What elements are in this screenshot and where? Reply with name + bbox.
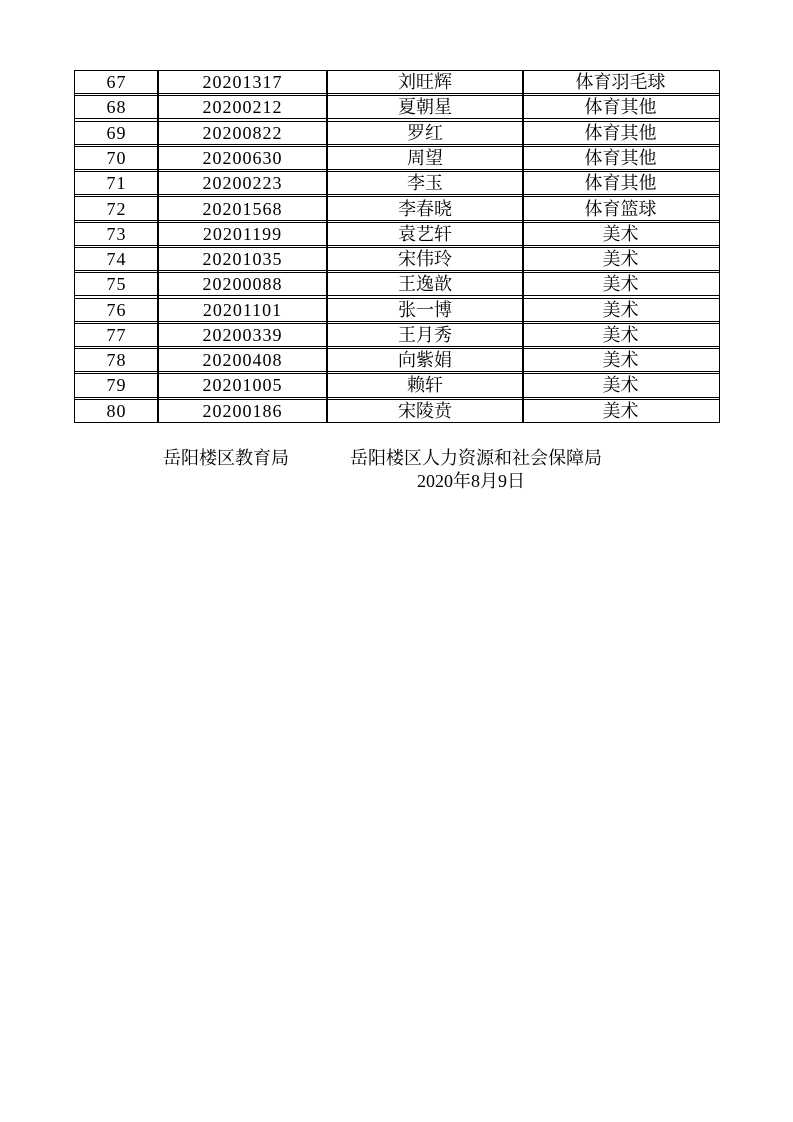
cell-subject: 体育其他 [584,122,657,143]
column-divider-2 [326,70,327,423]
cell-subject: 美术 [602,400,639,421]
cell-row-number: 77 [106,324,127,345]
cell-row-number: 68 [106,97,127,118]
cell-subject: 体育其他 [584,173,657,194]
cell-row-number: 67 [106,72,127,93]
cell-row-number: 72 [106,198,127,219]
cell-exam-id: 20200186 [202,400,283,421]
cell-subject: 美术 [602,249,639,270]
cell-exam-id: 20200088 [202,274,283,295]
cell-subject: 美术 [602,299,639,320]
cell-name: 刘旺辉 [398,72,452,93]
cell-subject: 美术 [602,223,639,244]
cell-name: 张一博 [398,299,452,320]
table-body [75,70,719,423]
table-row [75,121,719,145]
cell-subject: 美术 [602,375,639,396]
cell-name: 宋伟玲 [398,249,452,270]
table-row [75,272,719,296]
cell-subject: 美术 [602,350,639,371]
cell-subject: 体育羽毛球 [575,72,666,93]
cell-row-number: 74 [106,249,127,270]
cell-name: 周望 [407,147,443,168]
cell-name: 赖轩 [407,375,443,396]
cell-name: 王月秀 [398,324,452,345]
cell-name: 王逸歆 [398,274,452,295]
table-row [75,399,719,423]
table-row [75,348,719,372]
cell-row-number: 76 [106,299,127,320]
cell-exam-id: 20200630 [202,147,283,168]
cell-row-number: 75 [106,274,127,295]
cell-row-number: 73 [106,223,127,244]
cell-name: 罗红 [407,122,443,143]
cell-name: 李玉 [407,173,443,194]
cell-exam-id: 20200223 [202,173,283,194]
cell-exam-id: 20201035 [202,249,283,270]
cell-row-number: 78 [106,350,127,371]
table-row [75,171,719,195]
table-row [75,247,719,271]
cell-row-number: 69 [106,122,127,143]
cell-exam-id: 20200339 [202,324,283,345]
cell-subject: 体育其他 [584,147,657,168]
cell-exam-id: 20201101 [202,299,283,320]
table-row [75,298,719,322]
cell-name: 夏朝星 [398,97,452,118]
cell-row-number: 70 [106,147,127,168]
table-row [75,146,719,170]
table-row [75,323,719,347]
column-divider-3 [522,70,523,423]
table-row [75,196,719,220]
left-org-name: 岳阳楼区教育局 [163,448,289,468]
column-divider-1 [157,70,158,423]
cell-subject: 美术 [602,324,639,345]
table-row [75,373,719,397]
cell-exam-id: 20200408 [202,350,283,371]
table-row [75,70,719,94]
candidates-table [74,70,720,423]
cell-exam-id: 20201568 [202,198,283,219]
cell-name: 宋陵贲 [398,400,452,421]
cell-exam-id: 20201199 [202,223,283,244]
cell-exam-id: 20201005 [202,375,283,396]
cell-row-number: 71 [106,173,127,194]
table-row [75,95,719,119]
cell-name: 李春晓 [398,198,452,219]
document-date: 2020年8月9日 [417,471,525,491]
cell-row-number: 79 [106,375,127,396]
right-org-name: 岳阳楼区人力资源和社会保障局 [350,448,602,468]
cell-name: 袁艺轩 [398,223,452,244]
cell-exam-id: 20200212 [202,97,283,118]
cell-subject: 体育其他 [584,97,657,118]
cell-name: 向紫娟 [398,350,452,371]
table-row [75,222,719,246]
cell-exam-id: 20200822 [202,122,283,143]
cell-subject: 体育篮球 [584,198,657,219]
cell-subject: 美术 [602,274,639,295]
cell-exam-id: 20201317 [202,72,283,93]
cell-row-number: 80 [106,400,127,421]
